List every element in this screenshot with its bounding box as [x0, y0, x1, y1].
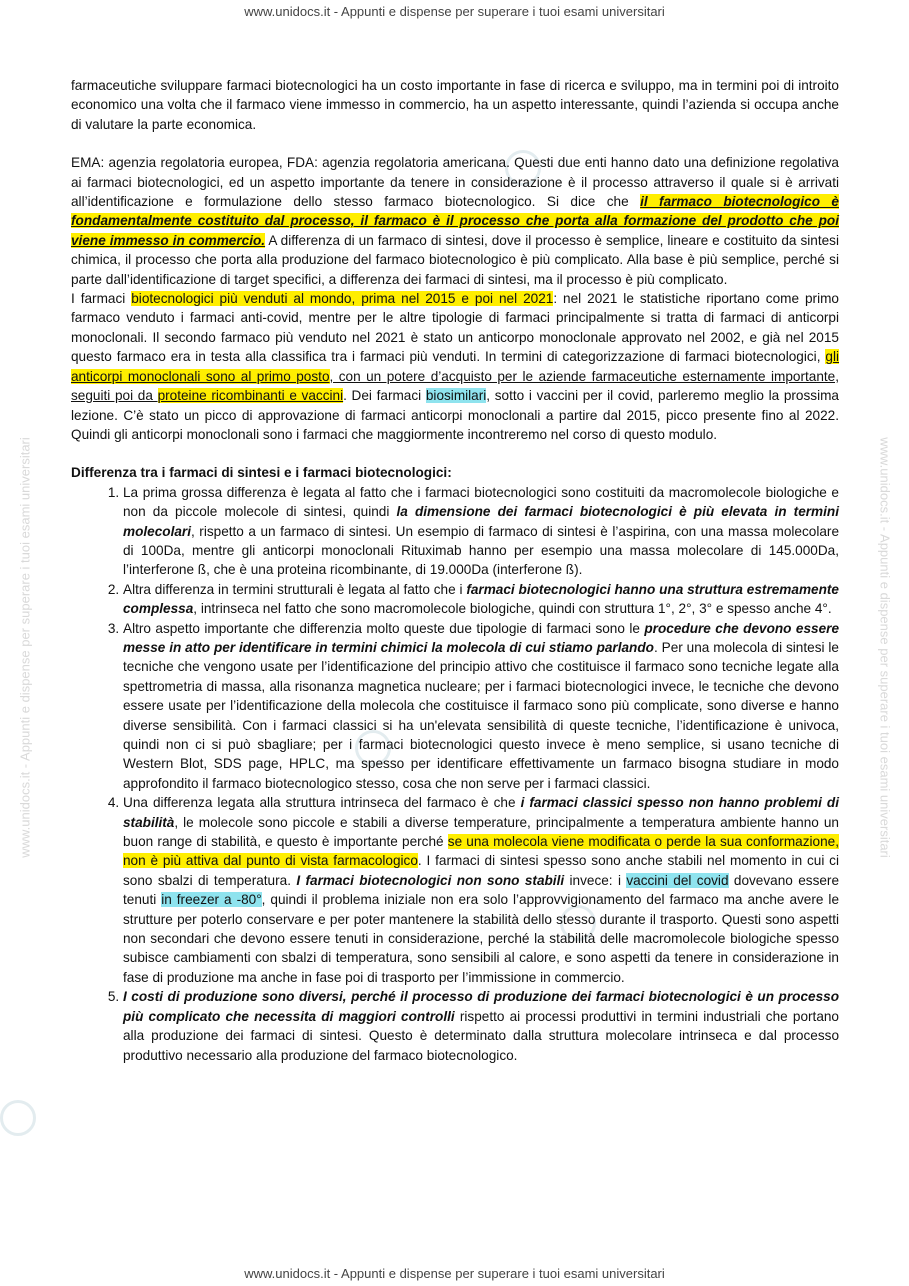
- highlight-freezer: in freezer a -80°: [161, 892, 262, 908]
- paragraph-best-sellers: I farmaci biotecnologici più venduti al mondo, prima nel 2015 e poi nel 2021: nel 2021 le statistiche riportano come primo farmaco venduto i farmaci anti-covid, mentre per le altre tipologie di farmaci principalmente si tratta di farmaci di anticorpi monoclonali. Il secondo farmaco più venduto nel 2021 è stato un anticorpo monoclonale approvato nel 2002, e già nel 2015 questo farmaco era in testa alla classifica tra i farmaci più venduti. In termini di categorizzazione di farmaci biotecnologici, gli anticorpi monoclonali sono al primo posto, con un potere d’acquisto per le aziende farmaceutiche esternamente importante, seguiti poi da proteine ricombinanti e vaccini. Dei farmaci biosimilari, sotto i vaccini per il covid, parleremo meglio la prossima lezione. C’è stato un picco di approvazione di farmaci anticorpi monoclonali a partire dal 2015, picco presente fino al 2022. Quindi gli anticorpi monoclonali sono i farmaci che maggiormente incontreremo nel corso di questo modulo.: [71, 291, 839, 442]
- list-item: 3. Altro aspetto importante che differenzia molto queste due tipologie di farmaci sono le procedure che devono essere messe in atto per identificare in termini chimici la molecola di cui stiamo parlando. Per una molecola di sintesi le tecniche che vengono usate per l’identificazione del principio attivo che costituisce il farmaco sono tecniche legate alla spettrometria di massa, alla risonanza magnetica nucleare; per i farmaci biotecnologici invece, le tecniche che devono essere usate per l’identificazione della molecola che costituisce il farmaco sono più complicate, sono diverse e hanno diverse sensibilità. Con i farmaci classici si ha un'elevata sensibilità di queste tecniche, l’identificazione è univoca, quindi non ci si può sbagliare; per i farmaci biotecnologici questo invece è meno semplice, si usano tecniche di Western Blot, SDS page, HPLC, ma spesso per identificare effettivamente un farmaco bisogna studiare in modo approfondito il farmaco biotecnologico stesso, cosa che non serve per i farmaci classici.: [123, 619, 839, 794]
- list-item: 5. I costi di produzione sono diversi, perché il processo di produzione dei farmaci biotecnologici è un processo più complicato che necessita di maggiori controlli rispetto ai processi produttivi in termini industriali che portano alla produzione dei farmaci di sintesi. Questo è determinato dalla struttura molecolare intrinseca e dal processo produttivo necessario alla produzione del farmaco biotecnologico.: [123, 987, 839, 1065]
- section-title: Differenza tra i farmaci di sintesi e i farmaci biotecnologici:: [71, 465, 452, 481]
- highlight-stability: se una molecola viene modificata o perde la sua conformazione, non è più attiva dal punto di vista farmacologico: [123, 834, 839, 869]
- watermark-logo-icon: [0, 1100, 36, 1136]
- differences-list: [71, 483, 839, 1065]
- side-watermark-right: www.unidocs.it - Appunti e dispense per superare i tuoi esami universitari: [877, 437, 893, 858]
- side-watermark-left: www.unidocs.it - Appunti e dispense per superare i tuoi esami universitari: [17, 437, 33, 858]
- highlight-monoclonal: gli anticorpi monoclonali sono al primo posto: [71, 349, 839, 384]
- highlight-vaccini-covid: vaccini del covid: [626, 872, 729, 888]
- highlight-definition: il farmaco biotecnologico è fondamentalmente costituito dal processo, il farmaco è il processo che porta alla formazione del prodotto che poi viene immesso in commercio.: [71, 194, 839, 248]
- paragraph-intro: farmaceutiche sviluppare farmaci biotecnologici ha un costo importante in fase di ricerca e sviluppo, ma in termini poi di introito economico una volta che il farmaco viene immesso in commercio, ha un aspetto interessante, quindi l’azienda si occupa anche di valutare la parte economica.: [71, 78, 839, 132]
- page-footer: www.unidocs.it - Appunti e dispense per superare i tuoi esami universitari: [244, 1266, 665, 1281]
- document-body: [71, 76, 839, 1065]
- highlight-best-sellers: biotecnologici più venduti al mondo, prima nel 2015 e poi nel 2021: [131, 291, 554, 307]
- paragraph-ema-fda: EMA: agenzia regolatoria europea, FDA: agenzia regolatoria americana. Questi due enti hanno dato una definizione regolativa ai farmaci biotecnologici, ed un aspetto importante da tenere in considerazione è il processo attraverso il quale si è arrivati all’identificazione e formulazione dello stesso farmaco biotecnologico. Si dice che il farmaco biotecnologico è fondamentalmente costituito dal processo, il farmaco è il processo che porta alla formazione del prodotto che poi viene immesso in commercio. A differenza di un farmaco di sintesi, dove il processo è semplice, lineare e costituito da sintesi chimica, il processo che porta alla produzione del farmaco biotecnologico è più complicato. Alla base è più semplice, perché si parte dall’identificazione di target specifici, a differenza dei farmaci di sintesi, ma il processo è più complicato.: [71, 155, 840, 287]
- list-item: 2. Altra differenza in termini strutturali è legata al fatto che i farmaci biotecnologici hanno una struttura estremamente complessa, intrinseca nel fatto che sono macromolecole biologiche, quindi con struttura 1°, 2°, 3° e spesso anche 4°.: [123, 580, 839, 619]
- list-item: 1. La prima grossa differenza è legata al fatto che i farmaci biotecnologici sono costituiti da macromolecole biologiche e non da piccole molecole di sintesi, quindi la dimensione dei farmaci biotecnologici è più elevata in termini molecolari, rispetto a un farmaco di sintesi. Un esempio di farmaco di sintesi è l’aspirina, con una massa molecolare di 100Da, mentre gli anticorpi monoclonali Rituximab hanno per esempio una massa molecolare di 145.000Da, l’interferone ß, che è una proteina ricombinante, di 19.000Da (interferone ß).: [123, 483, 839, 580]
- highlight-biosimilari: biosimilari: [425, 388, 487, 404]
- page-header: www.unidocs.it - Appunti e dispense per superare i tuoi esami universitari: [244, 4, 665, 19]
- list-item: 4. Una differenza legata alla struttura intrinseca del farmaco è che i farmaci classici spesso non hanno problemi di stabilità, le molecole sono piccole e stabili a diverse temperature, principalmente a temperatura ambiente hanno un buon range di stabilità, e questo è importante perché se una molecola viene modificata o perde la sua conformazione, non è più attiva dal punto di vista farmacologico. I farmaci di sintesi spesso sono anche stabili nel momento in cui ci sono sbalzi di temperatura. I farmaci biotecnologici non sono stabili invece: i vaccini del covid dovevano essere tenuti in freezer a -80°, quindi il problema iniziale non era solo l’approvvigionamento del farmaco ma anche avere le strutture per poterlo conservare e per poter mantenere la stabilità dello stesso durante il trasporto. Questi sono aspetti non secondari che devono essere tenuti in considerazione, perché la stabilità delle macromolecole biologiche spesso subisce cambiamenti con sbalzi di temperatura, sono sensibili al calore, e sono aspetti da tenere in considerazione in fase di produzione ma anche in fase poi di trasporto per l’immissione in commercio.: [123, 793, 839, 987]
- highlight-recombinant: proteine ricombinanti e vaccini: [157, 388, 344, 404]
